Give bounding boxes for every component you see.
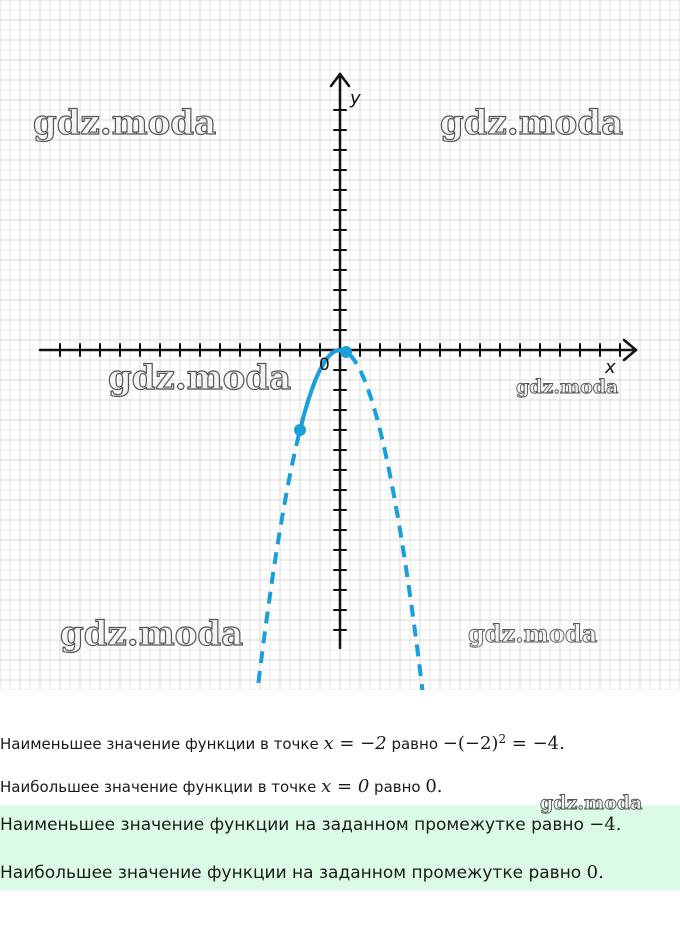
text-line-min-value: Наименьшее значение функции на заданном промежутке равно −4. <box>0 814 622 835</box>
point-max <box>340 346 352 358</box>
y-axis-label: y <box>350 88 361 109</box>
watermark: gdz.moda <box>540 792 643 814</box>
text-line-max-point: Наибольшее значение функции в точке x = 0 равно 0. <box>0 776 443 797</box>
text-line-min-point: Наименьшее значение функции в точке x = −2 равно $-(-2)^2 = -4$. <box>0 732 565 754</box>
watermark: gdz.moda <box>516 376 619 398</box>
x-axis-label: x <box>605 357 616 378</box>
origin-label: 0 <box>319 355 330 375</box>
watermark: gdz.moda <box>60 614 244 654</box>
watermark: gdz.moda <box>108 358 292 398</box>
point-min <box>294 424 306 436</box>
watermark: gdz.moda <box>440 103 624 143</box>
watermark: gdz.moda <box>468 619 598 648</box>
text-line-max-value: Наибольшее значение функции на заданном промежутке равно 0. <box>0 862 604 883</box>
watermark: gdz.moda <box>33 103 217 143</box>
